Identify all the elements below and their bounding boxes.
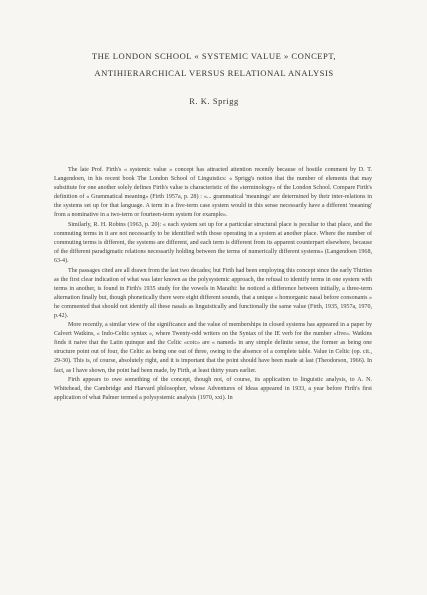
article-title-line-2: ANTIHIERARCHICAL VERSUS RELATIONAL ANALYSIS <box>94 68 334 78</box>
body-paragraph: Similarly, R. H. Robins (1963, p. 20): « each system set up for a particular structural place is peculiar to that place, and the commuting terms in it are not necessarily to be identified with those operating in a system at another place. Where the number of commuting terms is different, the systems are different, and each term is different from its apparent counterpart elsewhere, because of the different paradigmatic relations necessarily holding between the terms of numerically different systems» (Langendoen 1968, 63-4). <box>54 221 372 264</box>
body-paragraph: More recently, a similar view of the significance and the value of memberships in closed systems has appeared in a paper by Calvert Watkins, « Indo-Celtic syntax », where Twenty-odd writers on the Syntax of the IE verb for the number «five». Watkins finds it naive that the Latin quinque and the Celtic «coic» are « named» in any simple definite sense, the former as being one structure point out of four, the Celtic as being one out of three, owing to the absence of a complete table. Value in Celtic (op. cit., 29-30). This is, of course, absolutely right, and it is important that the point should have been made at last (Theodorson, 1966). In fact, as I have shown, the point had been made, by Firth, at least thirty years earlier. <box>54 322 372 374</box>
article-title-line-1: THE LONDON SCHOOL « SYSTEMIC VALUE » CONCEPT, <box>91 51 337 61</box>
author-name: R. K. Sprigg <box>189 97 239 106</box>
body-paragraph: Firth appears to owe something of the concept, though not, of course, its application to linguistic analysis, to A. N. Whitehead, the Cambridge and Harvard philosopher, whose Adventures of Ideas appeared in 1933, a year before Firth's first application of what Palmer termed a polysystemic analysis (1970, xxi). In <box>54 377 372 402</box>
body-paragraph: The passages cited are all drawn from the last two decades; but Firth had been employing this concept since the early Thirties as the first clear indication of what was later known as the polysystemic approach, the refusal to identify terms in one system with terms in another, is found in Firth's 1935 study for the vowels in Marathi: he noticed a difference between initially, a three-term alternation finally but, though phonetically there were eight different sounds, that a unique « homorganic nasal before consonants » he commented that should not identify all these nasals as linguistically and functionally the same value (Firth, 1935, 1957a, 1970, p.42). <box>54 267 372 319</box>
article-title <box>54 48 374 82</box>
body-paragraph: The late Prof. Firth's « systemic value » concept has attracted attention recently because of hostile comment by D. T. Langendoen, in his recent book The London School of Linguistics: « Sprigg's notion that the number of elements that may substitute for one another solely defines Firth's value is characteristic of the «terminology» of the London School. Compare Firth's definition of « Grammatical meaning» (Firth 1957a, p. 28) : «... grammatical 'meanings' are determined by their inter-relations in the systems set up for that language. A term in a five-term case system would in this sense necessarily have a different 'meaning' from a nominative in a two-term or fourteen-term system for example». <box>54 167 372 219</box>
article-body <box>54 166 372 403</box>
